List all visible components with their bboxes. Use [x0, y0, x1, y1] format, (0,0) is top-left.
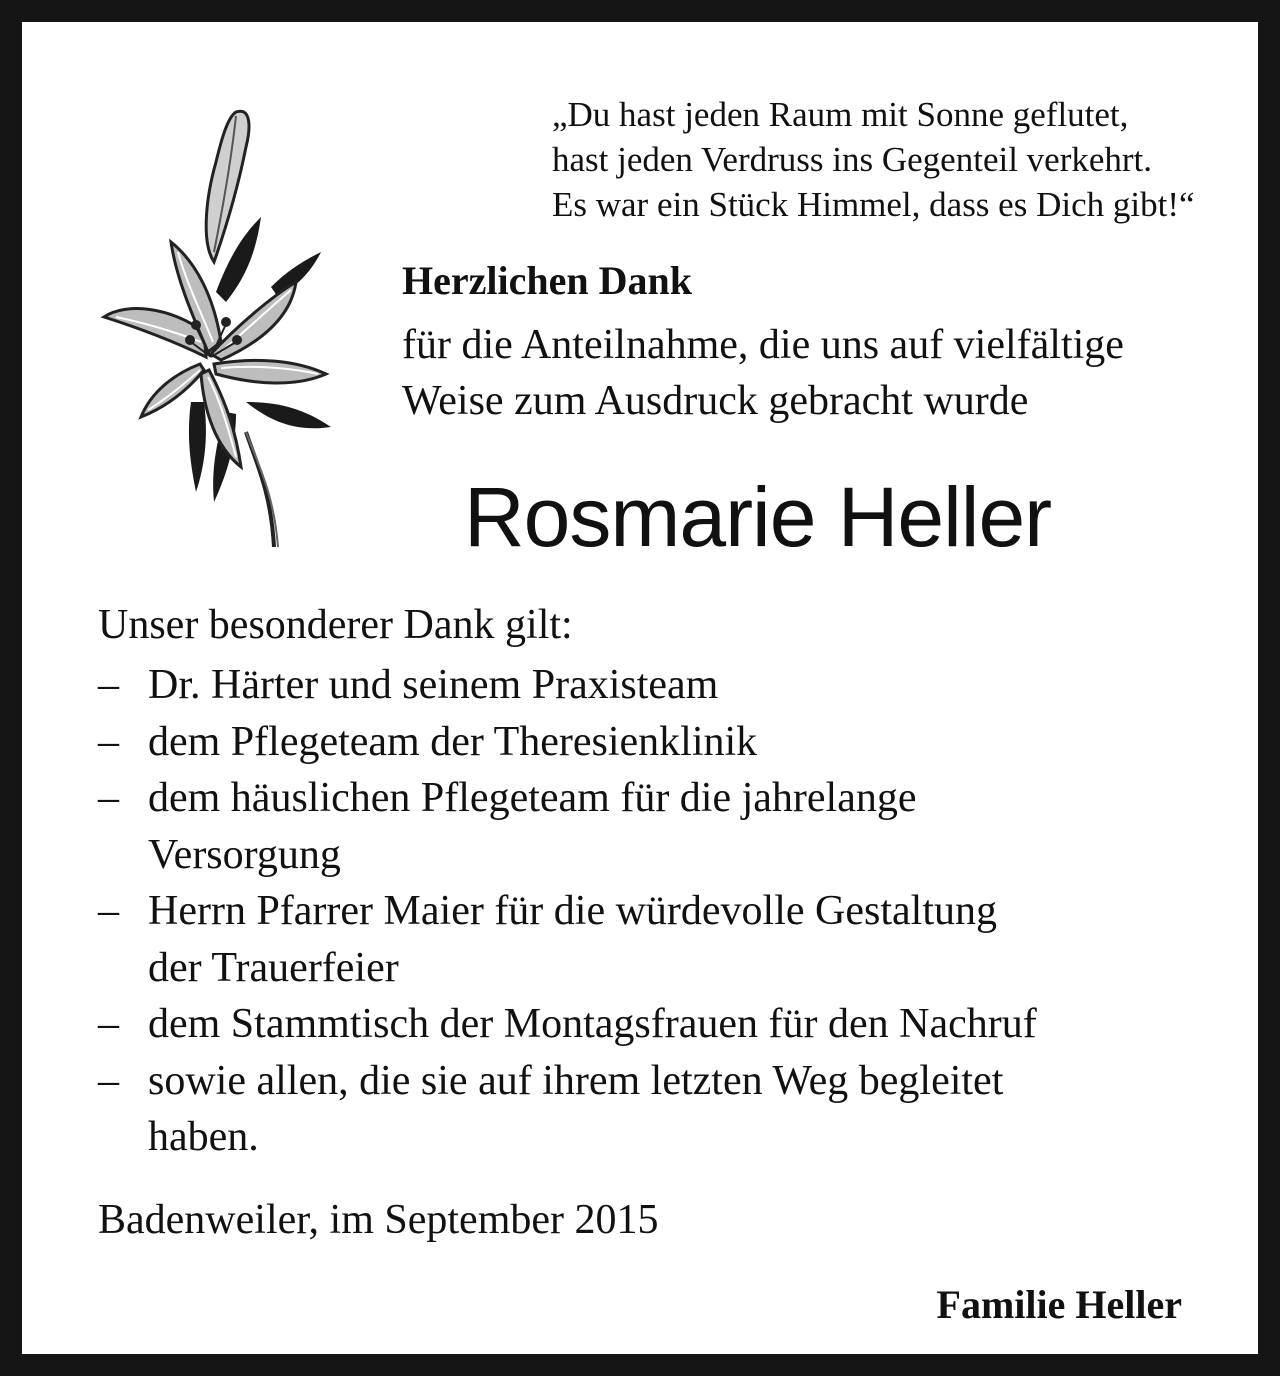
list-item-text: Versorgung: [148, 831, 341, 878]
quote-line: hast jeden Verdruss ins Gegenteil verkehrt.: [552, 140, 1153, 179]
list-item: [98, 770, 1248, 883]
list-item-text: Herrn Pfarrer Maier für die würdevolle Gestaltung: [148, 888, 998, 934]
dash-bullet: –: [98, 718, 119, 765]
dash-bullet: –: [98, 888, 119, 934]
list-item: [98, 657, 1248, 714]
list-item-text: sowie allen, die sie auf ihrem letzten Weg begleitet: [148, 1057, 1004, 1104]
list-item-text: dem Stammtisch der Montagsfrauen für den Nachruf: [148, 1001, 1037, 1047]
deceased-name: Rosmarie Heller: [464, 470, 1052, 564]
list-item: [98, 996, 1248, 1053]
quote: [552, 92, 1252, 227]
thanks-heading: Herzlichen Dank: [402, 258, 692, 303]
place-date: Badenweiler, im September 2015: [98, 1197, 659, 1243]
dash-bullet: –: [98, 1057, 119, 1104]
dash-bullet: –: [98, 775, 119, 821]
thanks-intro: Unser besonderer Dank gilt:: [98, 602, 573, 648]
anteilnahme-text: [402, 317, 1124, 429]
list-item-text: Dr. Härter und seinem Praxisteam: [148, 662, 719, 708]
list-item: [98, 714, 1248, 771]
list-item-text: der Trauerfeier: [148, 944, 399, 991]
dash-bullet: –: [98, 662, 119, 708]
anteilnahme-line: Weise zum Ausdruck gebracht wurde: [402, 378, 1029, 424]
dash-bullet: –: [98, 1001, 119, 1047]
list-item-text: haben.: [148, 1114, 259, 1160]
lily-flower-icon: [96, 102, 346, 552]
anteilnahme-line: für die Anteilnahme, die uns auf vielfältige: [402, 322, 1124, 368]
quote-line: Es war ein Stück Himmel, dass es Dich gibt!“: [552, 185, 1195, 224]
thanks-list: [98, 657, 1248, 1166]
quote-line: „Du hast jeden Raum mit Sonne geflutet,: [552, 95, 1129, 134]
list-item: [98, 1053, 1248, 1166]
list-item-text: dem häuslichen Pflegeteam für die jahrelange: [148, 775, 917, 821]
list-item: [98, 883, 1248, 996]
list-item-text: dem Pflegeteam der Theresienklinik: [148, 718, 758, 765]
family-signature: Familie Heller: [936, 1282, 1182, 1327]
